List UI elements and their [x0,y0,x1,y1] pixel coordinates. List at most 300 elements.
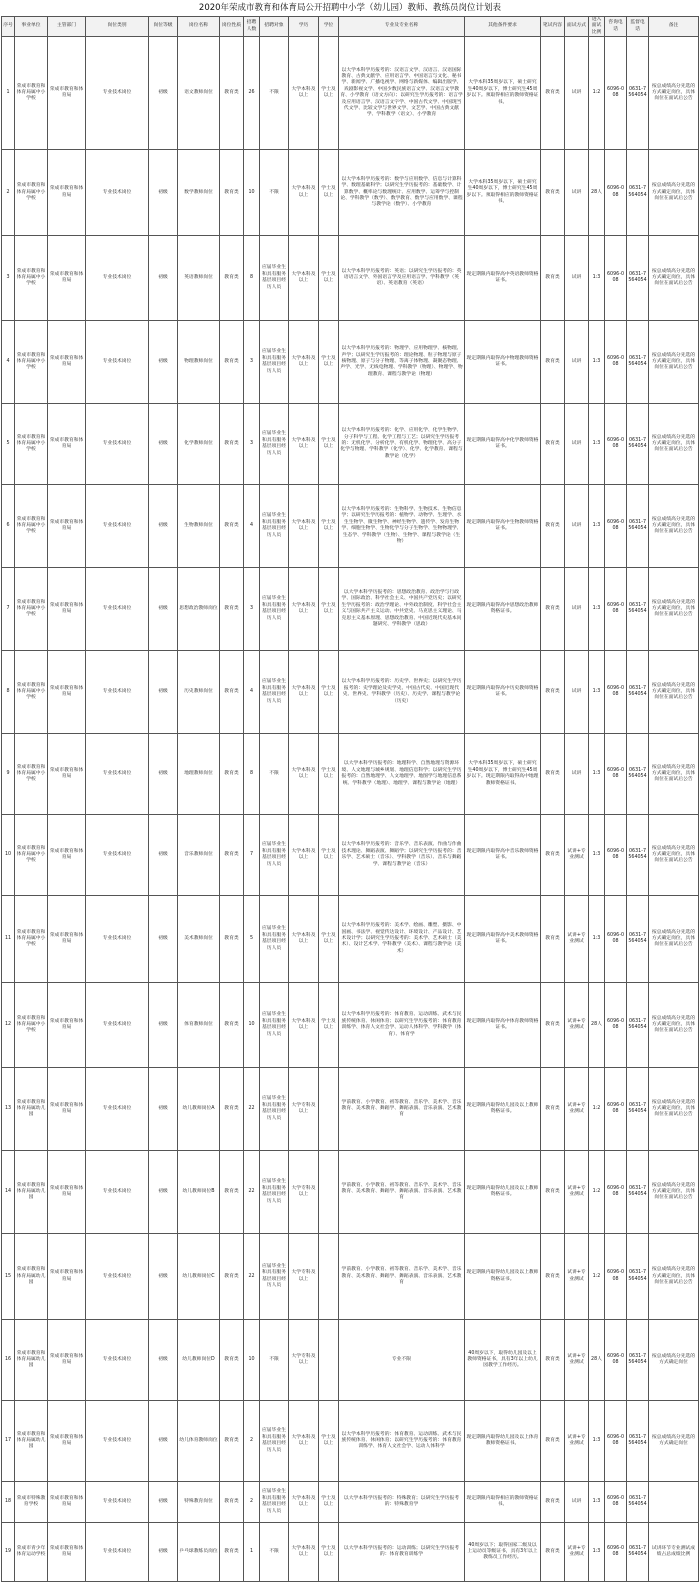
cell-note: 按总成绩高分先选的方式确定岗位 [649,1401,699,1482]
cell-major: 以大学本科学历报考的：美术学、绘画、雕塑、摄影、中国画、书法学、视觉传达设计、环境设计、产品设计、艺术设计学；以研究生学历报考的：美术学、艺术硕士（美术）、设计艺术学、学科教学（美术）、课程与教学论（美术） [339,896,465,983]
column-header: 岗位等级 [149,17,178,37]
cell-target: 应届毕业生和具有服务基层项目经历人员 [260,485,289,568]
cell-interview: 试讲+专业测试 [565,1068,589,1151]
cell-target: 应届毕业生和具有服务基层项目经历人员 [260,1482,289,1523]
cell-unit: 荣成市教育和体育局属中小学校 [15,150,48,236]
cell-sup: 0631-7564054 [627,1068,649,1151]
cell-nature: 教育类 [220,734,244,815]
cell-nature: 教育类 [220,1482,244,1523]
cell-sup: 0631-7564054 [627,651,649,734]
cell-nature: 教育类 [220,568,244,651]
table-row [2,321,699,404]
cell-note: 按总成绩高分先选的方式确定岗位，具体岗位在面试后公告 [649,983,699,1068]
cell-other: 现定期限内取得幼儿园及以上体育教师资格证书。 [465,1401,541,1482]
table-row [2,1068,699,1151]
cell-edu: 大学本科及以上 [289,568,319,651]
cell-exam: 教育类 [541,568,565,651]
cell-other: 现定期限内取得幼儿园及以上教师资格证书。 [465,1234,541,1320]
cell-no: 15 [2,1234,15,1320]
cell-other: 现定期限内取得高中生物教师资格证书。 [465,485,541,568]
cell-nature: 教育类 [220,236,244,321]
cell-exam: 教育类 [541,651,565,734]
cell-unit: 荣成市教育和体育局属中小学校 [15,815,48,896]
cell-degree: 学士及以上 [319,983,339,1068]
cell-level: 初级 [149,485,178,568]
cell-count: 22 [244,1151,260,1234]
cell-nature: 教育类 [220,896,244,983]
cell-exam: 教育类 [541,734,565,815]
cell-name: 地理教师岗位 [178,734,220,815]
cell-dept: 荣成市教育和体育局 [48,1234,86,1320]
cell-major: 以大学本科学历报考的：历史学、世界史；以研究生学历报考的：史学理论及史学史、中国古代史、中国近现代史、世界史、学科教学（历史）、历史学、课程与教学论（历史） [339,651,465,734]
cell-target: 应届毕业生和具有服务基层项目经历人员 [260,815,289,896]
column-header: 招聘人数 [244,17,260,37]
cell-nature: 教育类 [220,150,244,236]
cell-note: 按总成绩高分先选的方式确定岗位，具体岗位在面试后公告 [649,734,699,815]
cell-target: 应届毕业生和具有服务基层项目经历人员 [260,896,289,983]
cell-unit: 荣成市教育和体育局属中小学校 [15,321,48,404]
cell-other: 现定期限内取得高中体育教师资格证书。 [465,983,541,1068]
column-header: 笔试内容 [541,17,565,37]
cell-level: 初级 [149,896,178,983]
cell-phone: 6096-008 [605,734,627,815]
cell-major: 以大学本科学历报考的：物理学、应用物理学、核物理、声学；以研究生学历报考的：理论物理、粒子物理与原子核物理、原子与分子物理、等离子体物理、凝聚态物理、声学、光学、无线电物理、学科教学（物理）、物理学、物理教育、课程与教学论（物理） [339,321,465,404]
cell-other: 现定期限内取得高中美术教师资格证书。 [465,896,541,983]
cell-nature: 教育类 [220,815,244,896]
cell-unit: 荣成市教育和体育局属幼儿园 [15,1320,48,1401]
cell-edu: 大学本科及以上 [289,983,319,1068]
cell-no: 16 [2,1320,15,1401]
cell-edu: 大学本科及以上 [289,651,319,734]
cell-other: 现定期限内取得高中思想政治教师资格证书。 [465,568,541,651]
cell-degree: 学士及以上 [319,37,339,150]
cell-no: 17 [2,1401,15,1482]
cell-nature: 教育类 [220,1401,244,1482]
cell-edu: 大学本科及以上 [289,485,319,568]
cell-exam: 教育类 [541,485,565,568]
cell-note: 按总成绩高分先选的方式确定岗位，具体岗位在面试后公告 [649,485,699,568]
cell-exam: 教育类 [541,1068,565,1151]
cell-interview: 试讲 [565,485,589,568]
table-header-row [2,17,699,37]
cell-major: 以大学本科学历报考的：音乐学、音乐表演、作曲与作曲技术理论、舞蹈表演、舞蹈学；以研究生学历报考的：音乐学、艺术硕士（音乐）、学科教学（音乐）、音乐与舞蹈学、课程与教学论（音乐） [339,815,465,896]
cell-degree: 学士及以上 [319,734,339,815]
cell-ratio: 28人 [589,150,605,236]
cell-cat: 专业技术岗位 [86,150,149,236]
column-header: 备注 [649,17,699,37]
cell-sup: 0631-7564054 [627,236,649,321]
document-title: 2020年荣成市教育和体育局公开招聘中小学（幼儿园）教师、教练员岗位计划表 [198,3,502,13]
cell-ratio: 28人 [589,1320,605,1401]
cell-unit: 荣成市教育和体育局属中小学校 [15,485,48,568]
cell-degree: 学士及以上 [319,321,339,404]
cell-interview: 试讲 [565,150,589,236]
cell-unit: 荣成市教育和体育局属幼儿园 [15,1234,48,1320]
cell-phone: 6096-008 [605,485,627,568]
cell-exam: 教育类 [541,1151,565,1234]
cell-no: 10 [2,815,15,896]
column-header: 学历 [289,17,319,37]
cell-note: 按总成绩高分先选的方式确定岗位，具体岗位在面试后公告 [649,404,699,485]
cell-target: 应届毕业生和具有服务基层项目经历人员 [260,1151,289,1234]
cell-level: 初级 [149,236,178,321]
cell-count: 5 [244,896,260,983]
cell-unit: 荣成市教育和体育局属中小学校 [15,734,48,815]
cell-ratio: 1:2 [589,1234,605,1320]
cell-unit: 荣成市教育和体育局属中小学校 [15,236,48,321]
cell-edu: 大学本科及以上 [289,896,319,983]
cell-degree: 学士及以上 [319,1523,339,1582]
cell-name: 音乐教师岗位 [178,815,220,896]
column-header: 序号 [2,17,15,37]
cell-phone: 6096-008 [605,37,627,150]
cell-dept: 荣成市教育和体育局 [48,1523,86,1582]
cell-major: 以大学本科学历报考的：英语；以研究生学历报考的：英语语言文学、外国语言学及应用语言学、学科教学（英语）、英语教育（英语） [339,236,465,321]
cell-interview: 试讲+专业测试 [565,815,589,896]
cell-dept: 荣成市教育和体育局 [48,1401,86,1482]
cell-other: 现定期限内取得高中历史教师资格证书。 [465,651,541,734]
cell-note: 按总成绩高分先选的方式确定岗位，具体岗位在面试后公告 [649,1151,699,1234]
cell-count: 8 [244,734,260,815]
cell-edu: 大学本科及以上 [289,321,319,404]
cell-edu: 大学专科及以上 [289,1234,319,1320]
cell-dept: 荣成市教育和体育局 [48,896,86,983]
table-row [2,1523,699,1582]
cell-unit: 荣成市教育和体育局属幼儿园 [15,1401,48,1482]
cell-phone: 6096-008 [605,404,627,485]
cell-target: 应届毕业生和具有服务基层项目经历人员 [260,236,289,321]
cell-dept: 荣成市教育和体育局 [48,651,86,734]
cell-degree: 学士及以上 [319,651,339,734]
cell-other: 大学本科35周岁以下，硕士研究生40周岁以下，博士研究生45周岁以下。须取得相应的教师资格证书。 [465,150,541,236]
cell-target: 应届毕业生和具有服务基层项目经历人员 [260,1068,289,1151]
cell-nature: 教育类 [220,651,244,734]
cell-no: 7 [2,568,15,651]
cell-name: 幼儿教师岗位B [178,1151,220,1234]
cell-name: 数学教师岗位 [178,150,220,236]
cell-edu: 大学本科及以上 [289,1401,319,1482]
cell-major: 以大学本科学历报考的：汉语言文学、汉语言、汉语国际教育、古典文献学、应用语言学、中国语言与文化、秘书学、新闻学、广播电视学、网络与新媒体、编辑出版学、戏剧影视文学、中国少数民族语言文学、汉语言文学教育、小学教育（语文方向）；以研究生学历报考的：语言学及应用语言学、汉语言文字学、中国古代文学、中国现当代文学、比较文学与世界文学、文艺学、中国古典文献学、学科教学（语文）、小学教育 [339,37,465,150]
column-header: 学位 [319,17,339,37]
cell-degree: 学士及以上 [319,1401,339,1482]
cell-interview: 试讲+专业测试 [565,1523,589,1582]
cell-count: 22 [244,1234,260,1320]
cell-phone: 6096-008 [605,815,627,896]
cell-target: 应届毕业生和具有服务基层项目经历人员 [260,404,289,485]
cell-dept: 荣成市教育和体育局 [48,1151,86,1234]
cell-level: 初级 [149,568,178,651]
cell-note: 按总成绩高分先选的方式确定岗位，具体岗位在面试后公告 [649,37,699,150]
table-row [2,568,699,651]
cell-major: 以大学本科学历报考的：化学、应用化学、化学生物学、分子科学与工程、化学工程与工艺；以研究生学历报考的：无机化学、分析化学、有机化学、物理化学、高分子化学与物理、学科教学（化学）、化学、化学教育、课程与教学论（化学） [339,404,465,485]
cell-count: 3 [244,404,260,485]
column-header: 岗位名称 [178,17,220,37]
cell-ratio: 1:3 [589,896,605,983]
cell-level: 初级 [149,1482,178,1523]
column-header: 岗位性质 [220,17,244,37]
table-row [2,815,699,896]
cell-name: 英语教师岗位 [178,236,220,321]
cell-dept: 荣成市教育和体育局 [48,150,86,236]
table-row [2,983,699,1068]
cell-edu: 大学本科及以上 [289,734,319,815]
cell-interview: 试讲 [565,568,589,651]
cell-target: 应届毕业生和具有服务基层项目经历人员 [260,321,289,404]
cell-major: 以大学本科学历报考的：思想政治教育、政治学与行政学、国际政治、科学社会主义、中国共产党历史；以研究生学历报考的：政治学理论、中外政治制度、科学社会主义与国际共产主义运动、中共党史、马克思主义理论、马克思主义基本原理、思想政治教育、中国近现代史基本问题研究、学科教学（思政） [339,568,465,651]
cell-other: 现定期限内取得高中英语教师资格证书。 [465,236,541,321]
cell-ratio: 1:3 [589,1482,605,1523]
cell-sup: 0631-7564054 [627,734,649,815]
cell-dept: 荣成市教育和体育局 [48,1068,86,1151]
cell-note: 按总成绩高分先选的方式确定岗位 [649,1320,699,1401]
cell-major: 学前教育、小学教育、初等教育、音乐学、美术学、音乐教育、美术教育、舞蹈学、舞蹈表演、音乐表演、艺术教育 [339,1068,465,1151]
cell-cat: 专业技术岗位 [86,651,149,734]
cell-nature: 教育类 [220,1320,244,1401]
cell-level: 初级 [149,815,178,896]
cell-edu: 大学专科及以上 [289,1068,319,1151]
cell-degree: 学士及以上 [319,896,339,983]
cell-unit: 荣成市教育和体育局属中小学校 [15,404,48,485]
cell-edu: 大学本科及以上 [289,236,319,321]
column-header: 咨询电话 [605,17,627,37]
cell-nature: 教育类 [220,485,244,568]
cell-cat: 专业技术岗位 [86,1482,149,1523]
cell-cat: 专业技术岗位 [86,485,149,568]
cell-cat: 专业技术岗位 [86,321,149,404]
cell-note: 按总成绩高分先选的方式确定岗位，具体岗位在面试后公告 [649,1234,699,1320]
cell-target: 应届毕业生和具有服务基层项目经历人员 [260,983,289,1068]
cell-level: 初级 [149,734,178,815]
cell-sup: 0631-7564054 [627,1401,649,1482]
table-row [2,1234,699,1320]
cell-phone: 6096-008 [605,1068,627,1151]
cell-level: 初级 [149,37,178,150]
cell-degree [319,1234,339,1320]
cell-major: 学前教育、小学教育、初等教育、音乐学、美术学、音乐教育、美术教育、舞蹈学、舞蹈表演、音乐表演、艺术教育 [339,1234,465,1320]
cell-edu: 大学本科及以上 [289,815,319,896]
cell-target: 不限 [260,1523,289,1582]
cell-unit: 荣成市教育和体育局属中小学校 [15,983,48,1068]
cell-interview: 试讲 [565,404,589,485]
cell-nature: 教育类 [220,983,244,1068]
cell-level: 初级 [149,150,178,236]
column-header: 面试方式 [565,17,589,37]
cell-edu: 大学本科及以上 [289,404,319,485]
cell-ratio: 1:3 [589,815,605,896]
cell-dept: 荣成市教育和体育局 [48,485,86,568]
cell-note: 按总成绩高分先选的方式确定岗位，具体岗位在面试后公告 [649,651,699,734]
cell-unit: 荣成市教育和体育局属中小学校 [15,568,48,651]
cell-nature: 教育类 [220,1151,244,1234]
cell-exam: 教育类 [541,1401,565,1482]
cell-target: 不限 [260,734,289,815]
cell-cat: 专业技术岗位 [86,37,149,150]
cell-count: 7 [244,815,260,896]
cell-cat: 专业技术岗位 [86,1151,149,1234]
cell-phone: 6096-008 [605,236,627,321]
cell-other: 40周岁以下，取得幼儿园及以上教师资格证书，具有3年以上幼儿园教学工作经历。 [465,1320,541,1401]
table-row [2,150,699,236]
cell-cat: 专业技术岗位 [86,734,149,815]
cell-exam: 教育类 [541,404,565,485]
cell-degree: 学士及以上 [319,815,339,896]
column-header: 专业及专业名称 [339,17,465,37]
cell-other: 现定期限内取得幼儿园及以上教师资格证书。 [465,1151,541,1234]
cell-interview: 试讲+专业测试 [565,983,589,1068]
cell-phone: 6096-008 [605,983,627,1068]
cell-exam: 教育类 [541,815,565,896]
cell-level: 初级 [149,1234,178,1320]
cell-exam: 教育类 [541,1523,565,1582]
cell-no: 19 [2,1523,15,1582]
cell-level: 初级 [149,1401,178,1482]
cell-target: 不限 [260,150,289,236]
cell-count: 1 [244,1523,260,1582]
cell-other: 大学本科35周岁以下，硕士研究生40周岁以下，博士研究生45周岁以下。须取得相应的教师资格证书。 [465,37,541,150]
cell-sup: 0631-7564054 [627,37,649,150]
cell-sup: 0631-7564054 [627,1151,649,1234]
cell-target: 应届毕业生和具有服务基层项目经历人员 [260,1401,289,1482]
cell-name: 化学教师岗位 [178,404,220,485]
cell-note: 按总成绩高分先选的方式确定岗位，具体岗位在面试后公告 [649,568,699,651]
cell-exam: 教育类 [541,1482,565,1523]
cell-name: 幼儿教师岗位D [178,1320,220,1401]
cell-exam: 教育类 [541,896,565,983]
cell-level: 初级 [149,651,178,734]
cell-note: 按总成绩高分先选的方式确定岗位，具体岗位在面试后公告 [649,150,699,236]
cell-major: 学前教育、小学教育、初等教育、音乐学、美术学、音乐教育、美术教育、舞蹈学、舞蹈表演、音乐表演、艺术教育 [339,1151,465,1234]
cell-edu: 大学本科及以上 [289,1523,319,1582]
table-body [2,37,699,1582]
cell-nature: 教育类 [220,37,244,150]
cell-degree: 学士及以上 [319,1482,339,1523]
cell-no: 4 [2,321,15,404]
table-row [2,734,699,815]
cell-count: 22 [244,1068,260,1151]
cell-name: 特殊教育岗位 [178,1482,220,1523]
cell-nature: 教育类 [220,321,244,404]
cell-major: 以大学本科学历报考的：体育教育、运动训练、武术与民族传统体育、休闲体育；以研究生学历报考的：体育教育训练学、体育人文社会学、运动人体科学、学科教学（体育）、体育学 [339,983,465,1068]
cell-count: 8 [244,236,260,321]
table-row [2,37,699,150]
cell-degree [319,1151,339,1234]
cell-other: 现定期限内取得高中音乐教师资格证书。 [465,815,541,896]
cell-interview: 试讲 [565,734,589,815]
cell-unit: 荣成市教育和体育局属幼儿园 [15,1151,48,1234]
cell-unit: 荣成市特殊教育学校 [15,1482,48,1523]
cell-name: 美术教师岗位 [178,896,220,983]
column-header: 主管部门 [48,17,86,37]
cell-name: 体育教师岗位 [178,983,220,1068]
cell-note: 按总成绩高分先选的方式确定岗位，具体岗位在面试后公告 [649,236,699,321]
cell-dept: 荣成市教育和体育局 [48,404,86,485]
cell-note: 试讲环节专业测试成绩占总成绩比例 [649,1523,699,1582]
cell-exam: 教育类 [541,1234,565,1320]
cell-sup: 0631-7564054 [627,404,649,485]
cell-interview: 试讲+专业测试 [565,1234,589,1320]
cell-cat: 专业技术岗位 [86,983,149,1068]
cell-no: 12 [2,983,15,1068]
table-row [2,404,699,485]
cell-phone: 6096-008 [605,1401,627,1482]
cell-count: 3 [244,321,260,404]
cell-dept: 荣成市教育和体育局 [48,983,86,1068]
cell-interview: 试讲 [565,37,589,150]
cell-name: 语文教师岗位 [178,37,220,150]
cell-dept: 荣成市教育和体育局 [48,568,86,651]
cell-phone: 6096-008 [605,150,627,236]
cell-dept: 荣成市教育和体育局 [48,37,86,150]
cell-other: 现定期限内取得幼儿园及以上教师资格证书。 [465,1068,541,1151]
cell-name: 乒乓球教练员岗位 [178,1523,220,1582]
cell-target: 应届毕业生和具有服务基层项目经历人员 [260,1234,289,1320]
table-row [2,1482,699,1523]
cell-ratio: 1:3 [589,1523,605,1582]
cell-no: 6 [2,485,15,568]
cell-level: 初级 [149,404,178,485]
cell-cat: 专业技术岗位 [86,1068,149,1151]
cell-no: 1 [2,37,15,150]
cell-exam: 教育类 [541,321,565,404]
cell-target: 不限 [260,1320,289,1401]
cell-note [649,1482,699,1523]
table-row [2,236,699,321]
cell-ratio: 1:2 [589,37,605,150]
table-row [2,1401,699,1482]
cell-sup: 0631-7564054 [627,815,649,896]
table-row [2,651,699,734]
cell-ratio: 1:3 [589,404,605,485]
cell-sup: 0631-7564054 [627,321,649,404]
cell-ratio: 1:3 [589,236,605,321]
cell-ratio: 1:2 [589,1068,605,1151]
cell-note: 按总成绩高分先选的方式确定岗位，具体岗位在面试后公告 [649,1068,699,1151]
cell-interview: 试讲+专业测试 [565,1151,589,1234]
cell-dept: 荣成市教育和体育局 [48,734,86,815]
cell-sup: 0631-7564054 [627,983,649,1068]
cell-other: 现定期限内取得高中物理教师资格证书。 [465,321,541,404]
cell-nature: 教育类 [220,404,244,485]
cell-cat: 专业技术岗位 [86,1523,149,1582]
cell-unit: 荣成市教育和体育局属中小学校 [15,896,48,983]
cell-unit: 荣成市青少年体育运动学校 [15,1523,48,1582]
cell-target: 应届毕业生和具有服务基层项目经历人员 [260,568,289,651]
cell-level: 初级 [149,1151,178,1234]
cell-cat: 专业技术岗位 [86,896,149,983]
recruitment-plan-table [1,16,699,1582]
cell-ratio: 1:2 [589,1151,605,1234]
cell-level: 初级 [149,1320,178,1401]
cell-sup: 0631-7564054 [627,568,649,651]
cell-sup: 0631-7564054 [627,1234,649,1320]
cell-exam: 教育类 [541,1320,565,1401]
cell-dept: 荣成市教育和体育局 [48,1320,86,1401]
cell-cat: 专业技术岗位 [86,815,149,896]
cell-count: 26 [244,37,260,150]
cell-degree: 学士及以上 [319,485,339,568]
cell-degree: 学士及以上 [319,150,339,236]
cell-major: 以大学本科学历报考的：地理科学、自然地理与资源环境、人文地理与城乡规划、地理信息科学；以研究生学历报考的：自然地理学、人文地理学、地图学与地理信息系统、学科教学（地理）、地理学、课程与教学论（地理） [339,734,465,815]
cell-phone: 6096-008 [605,568,627,651]
cell-cat: 专业技术岗位 [86,236,149,321]
table-row [2,485,699,568]
cell-phone: 6096-008 [605,896,627,983]
cell-count: 10 [244,983,260,1068]
cell-no: 8 [2,651,15,734]
cell-cat: 专业技术岗位 [86,1234,149,1320]
cell-ratio: 1:3 [589,734,605,815]
cell-phone: 6096-008 [605,1234,627,1320]
